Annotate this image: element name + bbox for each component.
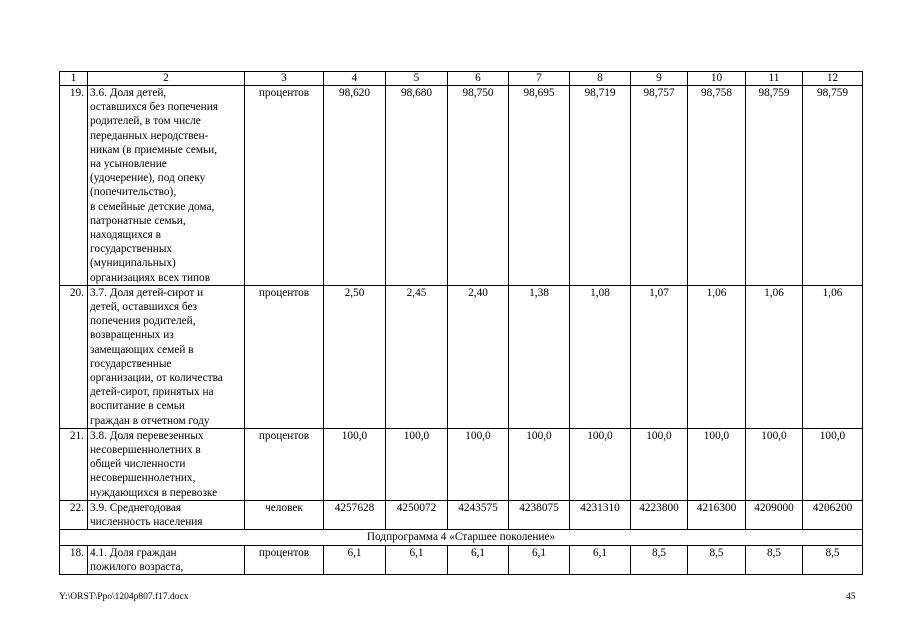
row-number: 18. [60, 545, 88, 574]
value-cell: 6,1 [448, 545, 509, 574]
indicator-name: 4.1. Доля граждан пожилого возраста, [88, 545, 245, 574]
value-cell: 2,45 [386, 285, 448, 428]
value-cell: 100,0 [570, 428, 631, 500]
column-number-row [60, 72, 863, 86]
indicator-name: 3.7. Доля детей-сирот и детей, оставшихся без попечения родителей, возвращенных из замещающих семей в государственные организации, от количества детей-сирот, принятых на воспитание в семьи граждан в отчетном году [88, 285, 245, 428]
value-cell: 98,695 [509, 86, 570, 286]
table-row [60, 545, 863, 574]
table-row [60, 285, 863, 428]
value-cell: 98,757 [631, 86, 688, 286]
value-cell: 6,1 [509, 545, 570, 574]
row-number: 20. [60, 285, 88, 428]
value-cell: 4231310 [570, 500, 631, 529]
value-cell: 98,759 [746, 86, 803, 286]
page-number: 45 [846, 592, 856, 602]
row-number: 19. [60, 86, 88, 286]
value-cell: 2,50 [324, 285, 386, 428]
indicator-name: 3.8. Доля перевезенных несовершеннолетних в общей численности несовершеннолетних, нуждающихся в перевозке [88, 428, 245, 500]
value-cell: 4209000 [746, 500, 803, 529]
header-cell: 3 [245, 72, 324, 86]
unit-cell: процентов [245, 285, 324, 428]
value-cell: 4223800 [631, 500, 688, 529]
value-cell: 100,0 [324, 428, 386, 500]
header-cell: 1 [60, 72, 88, 86]
value-cell: 4216300 [688, 500, 746, 529]
value-cell: 4238075 [509, 500, 570, 529]
indicator-name: 3.6. Доля детей, оставшихся без попечения родителей, в том числе переданных неродствен- никам (в приемные семьи, на усыновление (удочерение), под опеку (попечительство), в семейные детские дома, патронатные семьи, находящихся в государственных (муниципальных) организациях всех типов [88, 86, 245, 286]
row-number: 22. [60, 500, 88, 529]
value-cell: 1,06 [803, 285, 863, 428]
header-cell: 5 [386, 72, 448, 86]
value-cell: 4250072 [386, 500, 448, 529]
value-cell: 4257628 [324, 500, 386, 529]
value-cell: 8,5 [803, 545, 863, 574]
value-cell: 6,1 [386, 545, 448, 574]
value-cell: 8,5 [746, 545, 803, 574]
section-title: Подпрограмма 4 «Старшее поколение» [60, 530, 863, 545]
value-cell: 98,680 [386, 86, 448, 286]
header-cell: 10 [688, 72, 746, 86]
unit-cell: процентов [245, 545, 324, 574]
section-row [60, 530, 863, 545]
unit-cell: процентов [245, 428, 324, 500]
header-cell: 2 [88, 72, 245, 86]
header-cell: 7 [509, 72, 570, 86]
table-row [60, 428, 863, 500]
value-cell: 100,0 [509, 428, 570, 500]
value-cell: 1,07 [631, 285, 688, 428]
value-cell: 98,759 [803, 86, 863, 286]
unit-cell: процентов [245, 86, 324, 286]
value-cell: 100,0 [746, 428, 803, 500]
value-cell: 4243575 [448, 500, 509, 529]
value-cell: 100,0 [386, 428, 448, 500]
value-cell: 2,40 [448, 285, 509, 428]
table-row [60, 86, 863, 286]
value-cell: 100,0 [688, 428, 746, 500]
header-cell: 11 [746, 72, 803, 86]
header-cell: 6 [448, 72, 509, 86]
table-row [60, 500, 863, 529]
value-cell: 1,06 [688, 285, 746, 428]
value-cell: 6,1 [324, 545, 386, 574]
value-cell: 98,758 [688, 86, 746, 286]
value-cell: 100,0 [631, 428, 688, 500]
row-number: 21. [60, 428, 88, 500]
value-cell: 1,06 [746, 285, 803, 428]
file-path: Y:\ORST\Ppo\1204p807.f17.docx [59, 592, 189, 602]
header-cell: 9 [631, 72, 688, 86]
value-cell: 1,38 [509, 285, 570, 428]
value-cell: 100,0 [448, 428, 509, 500]
header-cell: 12 [803, 72, 863, 86]
value-cell: 100,0 [803, 428, 863, 500]
header-cell: 4 [324, 72, 386, 86]
value-cell: 98,750 [448, 86, 509, 286]
value-cell: 8,5 [631, 545, 688, 574]
indicators-table [59, 71, 863, 575]
value-cell: 8,5 [688, 545, 746, 574]
value-cell: 1,08 [570, 285, 631, 428]
value-cell: 98,719 [570, 86, 631, 286]
value-cell: 98,620 [324, 86, 386, 286]
value-cell: 6,1 [570, 545, 631, 574]
header-cell: 8 [570, 72, 631, 86]
unit-cell: человек [245, 500, 324, 529]
indicator-name: 3.9. Среднегодовая численность населения [88, 500, 245, 529]
value-cell: 4206200 [803, 500, 863, 529]
